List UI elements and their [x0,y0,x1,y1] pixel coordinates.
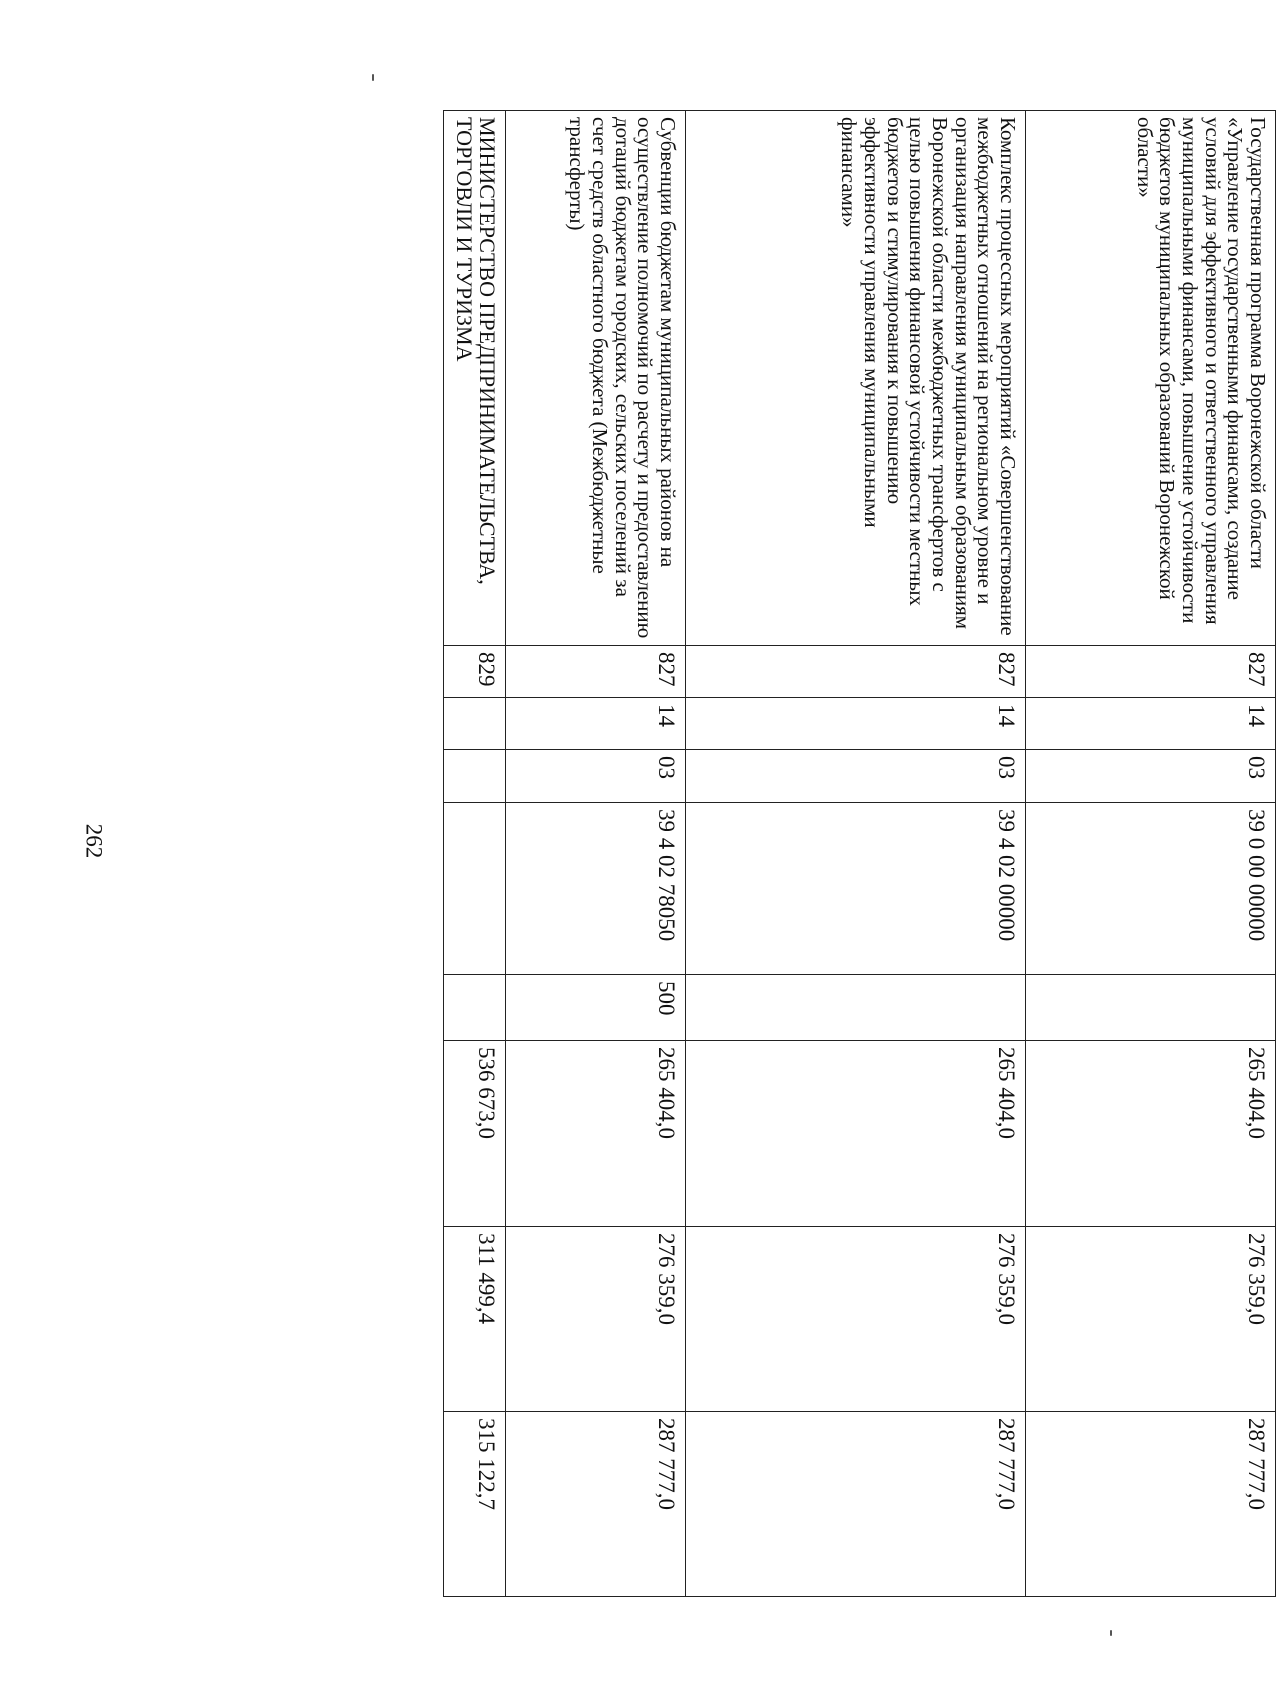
grbs-code: 829 [444,646,506,698]
budget-table [443,110,1276,1597]
sum-year-2: 276 359,0 [506,1227,686,1412]
sum-year-2: 276 359,0 [686,1227,1026,1412]
sum-year-3: 287 777,0 [686,1412,1026,1597]
expense-type-code: 500 [506,975,686,1041]
page-number: 262 [81,823,107,859]
expense-type-code [444,975,506,1041]
sum-year-1: 536 673,0 [444,1041,506,1227]
sum-year-3: 315 122,7 [444,1412,506,1597]
expense-type-code [686,975,1026,1041]
rotated-table-wrap [0,110,1276,1510]
sum-year-1: 265 404,0 [1026,1041,1276,1227]
sum-year-1: 265 404,0 [686,1041,1026,1227]
row-name: МИНИСТЕРСТВО ПРЕДПРИНИМАТЕЛЬСТВА, ТОРГОВЛИ И ТУРИЗМА [444,111,506,646]
target-article-code [444,803,506,975]
scan-speck [1110,1630,1112,1636]
subsection-code [444,750,506,803]
section-code: 14 [1026,698,1276,750]
row-name: Государственная программа Воронежской области «Управление государственными финансами, создание условий для эффективного и ответственного управления муниципальными финансами, повышение устойчивости бюджетов муниципальных образований Воронежской области» [1026,111,1276,646]
table-row [444,111,506,1597]
sum-year-2: 311 499,4 [444,1227,506,1412]
section-code: 14 [506,698,686,750]
target-article-code: 39 0 00 00000 [1026,803,1276,975]
table-row [1026,111,1276,1597]
row-name: Комплекс процессных мероприятий «Совершенствование межбюджетных отношений на региональном уровне и организация направления муниципальным образованиям Воронежской области межбюджетных трансфертов с целью повышения финансовой устойчивости местных бюджетов и стимулирования к повышению эффективности управления муниципальными финансами» [686,111,1026,646]
target-article-code: 39 4 02 78050 [506,803,686,975]
sum-year-3: 287 777,0 [506,1412,686,1597]
section-code [444,698,506,750]
subsection-code: 03 [506,750,686,803]
table-row [686,111,1026,1597]
row-name: Субвенции бюджетам муниципальных районов на осуществление полномочий по расчету и предоставлению дотаций бюджетам городских, сельских поселений за счет средств областного бюджета (Межбюджетные трансферты) [506,111,686,646]
sum-year-2: 276 359,0 [1026,1227,1276,1412]
section-code: 14 [686,698,1026,750]
table-row [506,111,686,1597]
scan-speck [372,74,374,81]
sum-year-1: 265 404,0 [506,1041,686,1227]
subsection-code: 03 [686,750,1026,803]
grbs-code: 827 [1026,646,1276,698]
target-article-code: 39 4 02 00000 [686,803,1026,975]
grbs-code: 827 [686,646,1026,698]
grbs-code: 827 [506,646,686,698]
sum-year-3: 287 777,0 [1026,1412,1276,1597]
expense-type-code [1026,975,1276,1041]
subsection-code: 03 [1026,750,1276,803]
